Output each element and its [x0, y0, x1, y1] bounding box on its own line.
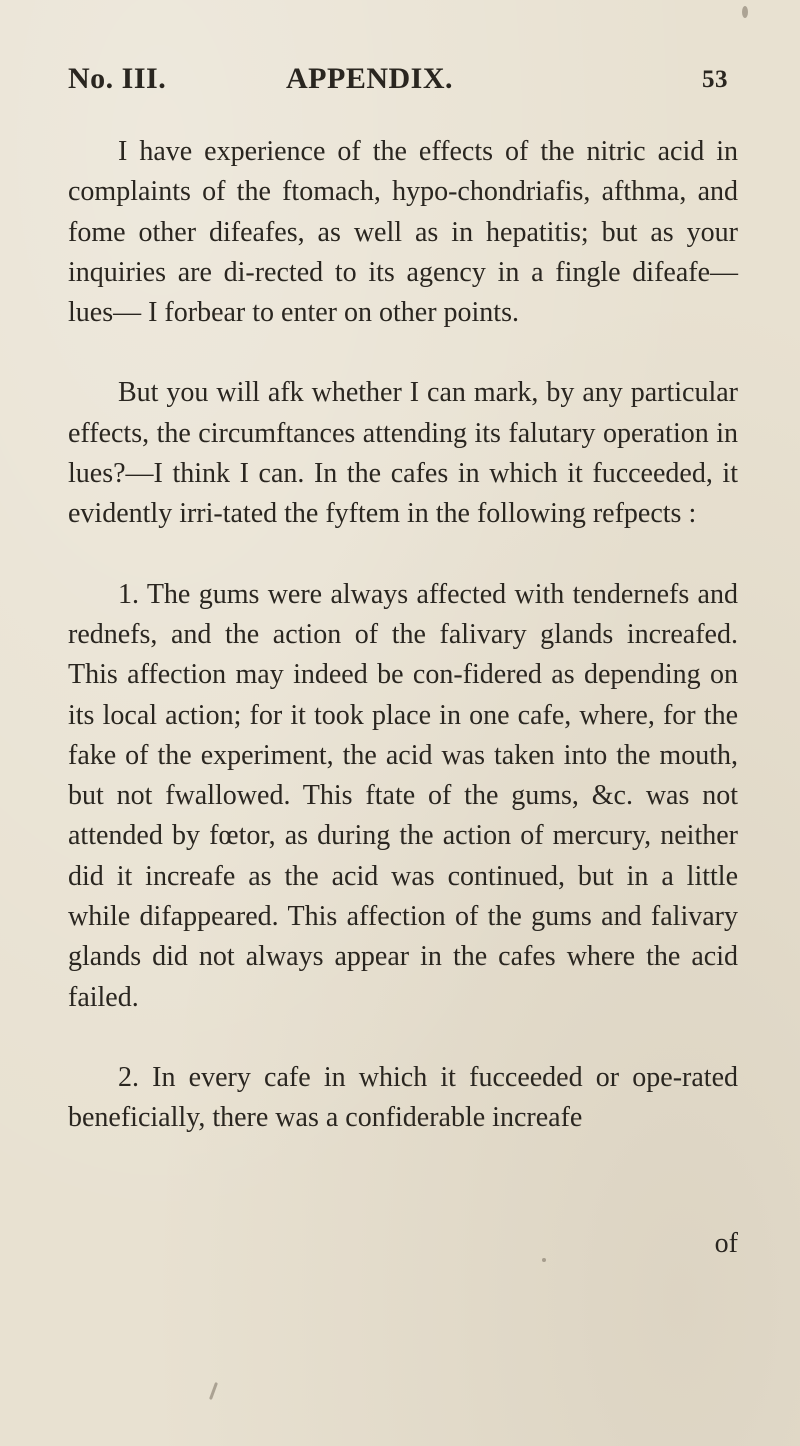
- paper-speck: [542, 1258, 546, 1262]
- paper-speck: [742, 6, 748, 18]
- body-text: [68, 132, 738, 1139]
- paragraph-point-1: 1. The gums were always affected with tendernefs and rednefs, and the action of the falivary glands increafed. This affection may indeed be con-fidered as depending on its local action; for it took place in one cafe, where, for the fake of the experiment, the acid was taken into the mouth, but not fwallowed. This ftate of the gums, &c. was not attended by fœtor, as during the action of mercury, neither did it increafe as the acid was continued, but in a little while difappeared. This affection of the gums and falivary glands did not always appear in the cafes where the acid failed.: [68, 578, 738, 1013]
- header-section-label: No. III.: [68, 62, 167, 95]
- paper-speck: [209, 1382, 218, 1400]
- page-number: 53: [702, 66, 728, 93]
- paragraph-question: But you will afk whether I can mark, by any particular effects, the circumftances attending its falutary operation in lues?—I think I can. In the cafes in which it fucceeded, it evidently irri-tated the fyftem in the following refpects :: [68, 377, 738, 530]
- paragraph-experience: I have experience of the effects of the nitric acid in complaints of the ftomach, hypo-chondriafis, afthma, and fome other difeafes, as well as in hepatitis; but as your inquiries are di-rected to its agency in a fingle difeafe—lues— I forbear to enter on other points.: [68, 136, 738, 329]
- catchword: of: [714, 1228, 738, 1259]
- paragraph-point-2: 2. In every cafe in which it fucceeded or ope-rated beneficially, there was a confiderable increafe: [68, 1061, 738, 1134]
- running-header: [68, 62, 728, 102]
- header-title: APPENDIX.: [286, 62, 453, 95]
